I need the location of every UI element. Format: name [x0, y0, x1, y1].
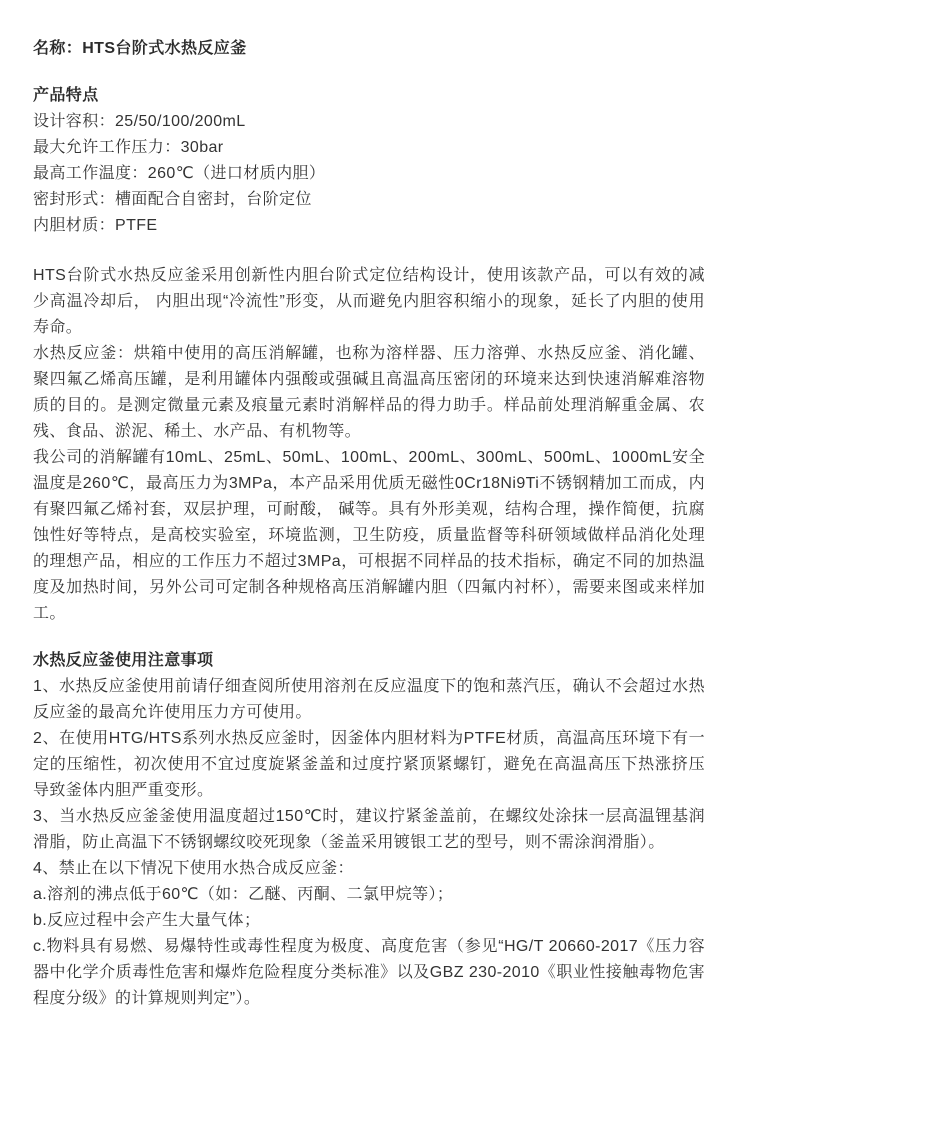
product-description: [33, 263, 705, 627]
note-item-3: 3、当水热反应釜釜使用温度超过150℃时，建议拧紧釜盖前，在螺纹处涂抹一层高温锂基润滑脂，防止高温下不锈钢螺纹咬死现象（釜盖采用镀银工艺的型号，则不需涂润滑脂）。: [33, 808, 705, 851]
note-item-4: 4、禁止在以下情况下使用水热合成反应釜：: [33, 860, 354, 877]
spec-list: [33, 109, 705, 239]
notes-list: [33, 674, 705, 1012]
note-item-4c: c.物料具有易燃、易爆特性或毒性程度为极度、高度危害（参见“HG/T 20660-2017《压力容器中化学介质毒性危害和爆炸危险程度分类标准》以及GBZ 230-2010《职业性接触毒物危害程度分级》的计算规则判定”）。: [33, 938, 705, 1007]
features-section-heading: 产品特点: [33, 87, 99, 104]
notes-section-heading: 水热反应釜使用注意事项: [33, 652, 214, 669]
page-title: 名称：HTS台阶式水热反应釜: [33, 40, 247, 57]
description-paragraph: HTS台阶式水热反应釜采用创新性内胆台阶式定位结构设计，使用该款产品，可以有效的减少高温冷却后， 内胆出现“冷流性”形变，从而避免内胆容积缩小的现象，延长了内胆的使用寿命。: [33, 267, 705, 336]
note-item-4b: b.反应过程中会产生大量气体；: [33, 912, 261, 929]
note-item-2: 2、在使用HTG/HTS系列水热反应釜时，因釜体内胆材料为PTFE材质，高温高压环境下有一定的压缩性，初次使用不宜过度旋紧釜盖和过度拧紧顶紧螺钉，避免在高温高压下热涨挤压导致釜体内胆严重变形。: [33, 730, 705, 799]
spec-line-max-temperature: 最高工作温度：260℃（进口材质内胆）: [33, 165, 326, 182]
description-paragraph: 我公司的消解罐有10mL、25mL、50mL、100mL、200mL、300mL、500mL、1000mL安全温度是260℃，最高压力为3MPa，本产品采用优质无磁性0Cr18Ni9Ti不锈钢精加工而成，内有聚四氟乙烯衬套，双层护理，可耐酸， 碱等。具有外形美观，结构合理，操作简便，抗腐蚀性好等特点，是高校实验室，环境监测，卫生防疫，质量监督等科研领域做样品消化处理的理想产品，相应的工作压力不超过3MPa，可根据不同样品的技术指标，确定不同的加热温度及加热时间，另外公司可定制各种规格高压消解罐内胆（四氟内衬杯），需要来图或来样加工。: [33, 449, 705, 622]
note-item-4a: a.溶剂的沸点低于60℃（如：乙醚、丙酮、二氯甲烷等）；: [33, 886, 454, 903]
note-item-1: 1、水热反应釜使用前请仔细查阅所使用溶剂在反应温度下的饱和蒸汽压，确认不会超过水热反应釜的最高允许使用压力方可使用。: [33, 678, 705, 721]
document-content: [33, 36, 705, 1012]
spec-line-seal-type: 密封形式：槽面配合自密封，台阶定位: [33, 191, 312, 208]
spec-line-design-volume: 设计容积：25/50/100/200mL: [33, 113, 246, 130]
spec-line-max-pressure: 最大允许工作压力：30bar: [33, 139, 224, 156]
spec-line-liner-material: 内胆材质：PTFE: [33, 217, 158, 234]
description-paragraph: 水热反应釜：烘箱中使用的高压消解罐，也称为溶样器、压力溶弹、水热反应釜、消化罐、聚四氟乙烯高压罐，是利用罐体内强酸或强碱且高温高压密闭的环境来达到快速消解难溶物质的目的。是测定微量元素及痕量元素时消解样品的得力助手。样品前处理消解重金属、农残、食品、淤泥、稀土、水产品、有机物等。: [33, 345, 705, 440]
